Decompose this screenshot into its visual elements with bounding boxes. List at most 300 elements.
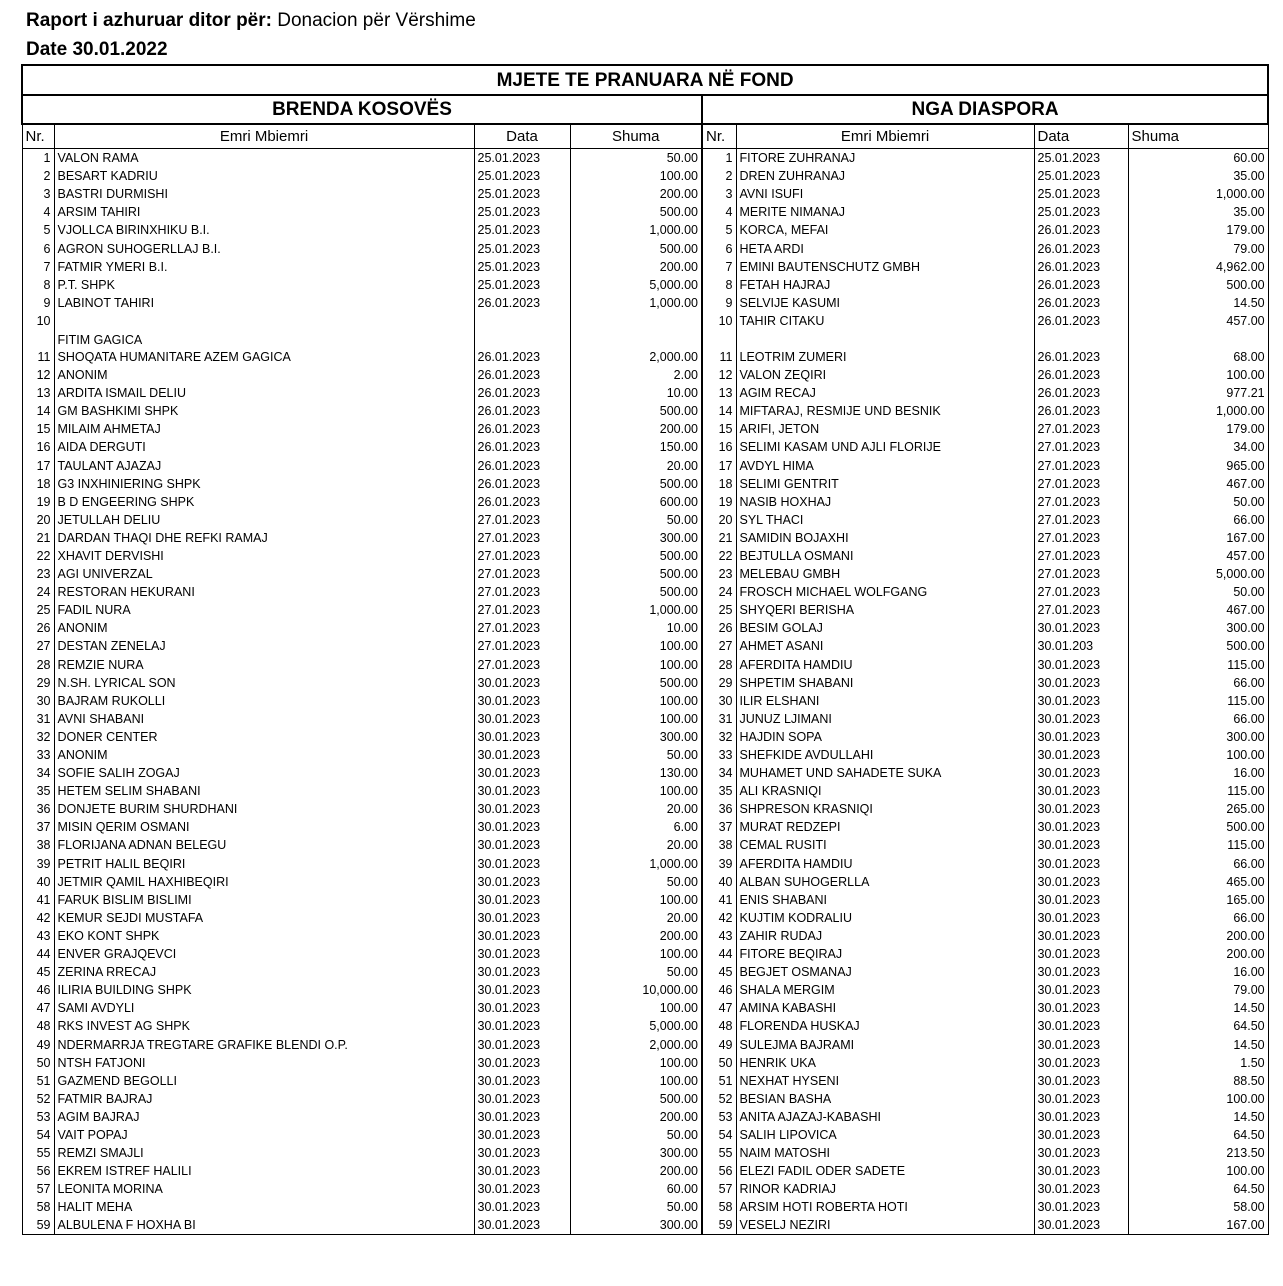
right-row-number: 15 xyxy=(702,420,736,438)
right-row-number: 17 xyxy=(702,456,736,474)
right-donation-date: 30.01.2023 xyxy=(1034,782,1128,800)
left-donor-name: ANONIM xyxy=(54,746,474,764)
left-donation-date: 30.01.2023 xyxy=(474,891,570,909)
left-donor-name: HALIT MEHA xyxy=(54,1198,474,1216)
left-donor-name: VJOLLCA BIRINXHIKU B.I. xyxy=(54,221,474,239)
table-row xyxy=(22,999,1268,1017)
right-donation-amount: 60.00 xyxy=(1128,149,1268,168)
left-donation-date: 30.01.2023 xyxy=(474,1017,570,1035)
left-donor-name: RESTORAN HEKURANI xyxy=(54,583,474,601)
right-donor-name: SELVIJE KASUMI xyxy=(736,294,1034,312)
left-donor-name: N.SH. LYRICAL SON xyxy=(54,674,474,692)
left-donation-date: 30.01.2023 xyxy=(474,999,570,1017)
left-row-number: 24 xyxy=(22,583,54,601)
left-donation-amount: 500.00 xyxy=(570,402,702,420)
left-donation-date: 26.01.2023 xyxy=(474,475,570,493)
left-donation-amount: 2,000.00 xyxy=(570,330,702,366)
right-donation-date: 30.01.2023 xyxy=(1034,909,1128,927)
left-row-number: 19 xyxy=(22,493,54,511)
left-row-number: 59 xyxy=(22,1216,54,1235)
left-donation-date: 25.01.2023 xyxy=(474,276,570,294)
left-donation-date: 26.01.2023 xyxy=(474,493,570,511)
right-row-number: 55 xyxy=(702,1144,736,1162)
left-row-number: 6 xyxy=(22,239,54,257)
right-donation-amount: 467.00 xyxy=(1128,601,1268,619)
right-row-number: 41 xyxy=(702,891,736,909)
right-donation-amount: 300.00 xyxy=(1128,619,1268,637)
right-row-number: 13 xyxy=(702,384,736,402)
left-donor-name: XHAVIT DERVISHI xyxy=(54,547,474,565)
left-donation-date: 30.01.2023 xyxy=(474,1090,570,1108)
left-donation-date: 27.01.2023 xyxy=(474,565,570,583)
right-donor-name: FITORE BEQIRAJ xyxy=(736,945,1034,963)
right-donation-amount: 1,000.00 xyxy=(1128,402,1268,420)
left-donor-name: AGI UNIVERZAL xyxy=(54,565,474,583)
left-donor-name: ARDITA ISMAIL DELIU xyxy=(54,384,474,402)
table-row xyxy=(22,710,1268,728)
right-donation-amount: 115.00 xyxy=(1128,692,1268,710)
right-donor-name: AGIM RECAJ xyxy=(736,384,1034,402)
right-donation-amount: 100.00 xyxy=(1128,1162,1268,1180)
left-donation-amount: 50.00 xyxy=(570,149,702,168)
right-donor-name: ARIFI, JETON xyxy=(736,420,1034,438)
right-donation-amount: 35.00 xyxy=(1128,203,1268,221)
report-label: Raport i azhuruar ditor për: xyxy=(26,10,272,31)
left-row-number: 50 xyxy=(22,1054,54,1072)
right-donation-date: 30.01.2023 xyxy=(1034,746,1128,764)
table-row xyxy=(22,475,1268,493)
left-row-number: 5 xyxy=(22,221,54,239)
right-donor-name: ENIS SHABANI xyxy=(736,891,1034,909)
right-row-number: 31 xyxy=(702,710,736,728)
right-row-number: 36 xyxy=(702,800,736,818)
right-row-number: 51 xyxy=(702,1072,736,1090)
right-row-number: 58 xyxy=(702,1198,736,1216)
left-row-number: 1 xyxy=(22,149,54,168)
right-row-number: 6 xyxy=(702,239,736,257)
left-row-number: 51 xyxy=(22,1072,54,1090)
left-row-number: 36 xyxy=(22,800,54,818)
left-donation-date: 30.01.2023 xyxy=(474,1126,570,1144)
left-row-number: 14 xyxy=(22,402,54,420)
right-row-number: 24 xyxy=(702,583,736,601)
left-donation-amount: 1,000.00 xyxy=(570,601,702,619)
right-donation-amount: 179.00 xyxy=(1128,221,1268,239)
right-donation-date: 30.01.2023 xyxy=(1034,1144,1128,1162)
left-donation-amount: 6.00 xyxy=(570,818,702,836)
table-row xyxy=(22,203,1268,221)
left-donation-date: 30.01.2023 xyxy=(474,728,570,746)
right-donor-name: ALI KRASNIQI xyxy=(736,782,1034,800)
right-donation-date: 30.01.2023 xyxy=(1034,764,1128,782)
right-donation-amount: 14.50 xyxy=(1128,1108,1268,1126)
section-nga-diaspora: NGA DIASPORA xyxy=(702,95,1268,124)
table-row xyxy=(22,963,1268,981)
left-donation-amount: 300.00 xyxy=(570,728,702,746)
report-subject: Donacion për Vërshime xyxy=(277,10,476,31)
right-donation-date: 27.01.2023 xyxy=(1034,529,1128,547)
left-row-number: 39 xyxy=(22,854,54,872)
left-donor-name: SAMI AVDYLI xyxy=(54,999,474,1017)
right-donation-date: 27.01.2023 xyxy=(1034,475,1128,493)
left-row-number: 49 xyxy=(22,1035,54,1053)
right-donation-amount: 965.00 xyxy=(1128,456,1268,474)
right-donor-name: FLORENDA HUSKAJ xyxy=(736,1017,1034,1035)
left-donation-amount xyxy=(570,312,702,330)
left-donation-amount: 200.00 xyxy=(570,258,702,276)
left-donor-name: KEMUR SEJDI MUSTAFA xyxy=(54,909,474,927)
right-row-number: 11 xyxy=(702,330,736,366)
right-row-number: 38 xyxy=(702,836,736,854)
left-row-number: 29 xyxy=(22,674,54,692)
left-donation-amount: 500.00 xyxy=(570,1090,702,1108)
table-row xyxy=(22,764,1268,782)
right-donation-date: 26.01.2023 xyxy=(1034,384,1128,402)
right-row-number: 3 xyxy=(702,185,736,203)
col-header-name: Emri Mbiemri xyxy=(54,124,474,149)
left-donor-name: FADIL NURA xyxy=(54,601,474,619)
left-donation-amount: 500.00 xyxy=(570,565,702,583)
left-row-number: 16 xyxy=(22,438,54,456)
right-donation-date: 30.01.2023 xyxy=(1034,1054,1128,1072)
right-donation-amount: 66.00 xyxy=(1128,854,1268,872)
left-row-number: 54 xyxy=(22,1126,54,1144)
left-row-number: 13 xyxy=(22,384,54,402)
right-donor-name: SULEJMA BAJRAMI xyxy=(736,1035,1034,1053)
right-donation-amount: 1.50 xyxy=(1128,1054,1268,1072)
left-donor-name: AVNI SHABANI xyxy=(54,710,474,728)
left-donation-amount: 50.00 xyxy=(570,873,702,891)
right-donation-date: 30.01.2023 xyxy=(1034,1072,1128,1090)
table-row xyxy=(22,258,1268,276)
left-donation-date: 26.01.2023 xyxy=(474,366,570,384)
left-donation-amount: 100.00 xyxy=(570,945,702,963)
left-donation-date: 25.01.2023 xyxy=(474,149,570,168)
left-donation-date: 26.01.2023 xyxy=(474,456,570,474)
right-donation-amount: 64.50 xyxy=(1128,1180,1268,1198)
left-donation-amount: 600.00 xyxy=(570,493,702,511)
right-donor-name: AFERDITA HAMDIU xyxy=(736,854,1034,872)
left-donation-amount: 1,000.00 xyxy=(570,221,702,239)
table-row xyxy=(22,1035,1268,1053)
right-row-number: 44 xyxy=(702,945,736,963)
right-donation-date: 30.01.2023 xyxy=(1034,710,1128,728)
right-donor-name: KUJTIM KODRALIU xyxy=(736,909,1034,927)
left-row-number: 27 xyxy=(22,637,54,655)
left-donation-date: 30.01.2023 xyxy=(474,1072,570,1090)
table-row xyxy=(22,420,1268,438)
left-donor-name: GAZMEND BEGOLLI xyxy=(54,1072,474,1090)
left-donor-name: ARSIM TAHIRI xyxy=(54,203,474,221)
left-row-number: 21 xyxy=(22,529,54,547)
left-row-number: 12 xyxy=(22,366,54,384)
table-row xyxy=(22,1126,1268,1144)
table-row xyxy=(22,1180,1268,1198)
left-donation-date: 30.01.2023 xyxy=(474,1144,570,1162)
right-row-number: 54 xyxy=(702,1126,736,1144)
left-donation-date: 30.01.2023 xyxy=(474,800,570,818)
right-donor-name: BESIAN BASHA xyxy=(736,1090,1034,1108)
left-row-number: 38 xyxy=(22,836,54,854)
left-donation-amount: 500.00 xyxy=(570,583,702,601)
left-donor-name: FATMIR BAJRAJ xyxy=(54,1090,474,1108)
right-donation-date: 30.01.2023 xyxy=(1034,1198,1128,1216)
right-donation-date: 30.01.2023 xyxy=(1034,655,1128,673)
col-header-nr: Nr. xyxy=(702,124,736,149)
table-row xyxy=(22,746,1268,764)
table-row xyxy=(22,619,1268,637)
left-donation-date: 27.01.2023 xyxy=(474,601,570,619)
right-donation-amount: 35.00 xyxy=(1128,167,1268,185)
left-row-number: 3 xyxy=(22,185,54,203)
left-row-number: 32 xyxy=(22,728,54,746)
left-donation-date: 25.01.2023 xyxy=(474,221,570,239)
right-row-number: 45 xyxy=(702,963,736,981)
left-donation-amount: 50.00 xyxy=(570,511,702,529)
right-donation-amount: 465.00 xyxy=(1128,873,1268,891)
table-row xyxy=(22,854,1268,872)
right-donor-name: AFERDITA HAMDIU xyxy=(736,655,1034,673)
right-donor-name: SAMIDIN BOJAXHI xyxy=(736,529,1034,547)
report-date: Date 30.01.2022 xyxy=(26,39,168,60)
left-donor-name: NTSH FATJONI xyxy=(54,1054,474,1072)
right-donation-amount: 115.00 xyxy=(1128,836,1268,854)
right-donation-date: 30.01.2023 xyxy=(1034,1035,1128,1053)
right-row-number: 14 xyxy=(702,402,736,420)
left-donor-name: REMZIE NURA xyxy=(54,655,474,673)
left-donation-amount: 500.00 xyxy=(570,239,702,257)
right-donor-name: HAJDIN SOPA xyxy=(736,728,1034,746)
left-donor-name: ZERINA RRECAJ xyxy=(54,963,474,981)
table-row xyxy=(22,655,1268,673)
right-donor-name: FROSCH MICHAEL WOLFGANG xyxy=(736,583,1034,601)
right-row-number: 20 xyxy=(702,511,736,529)
table-row xyxy=(22,384,1268,402)
left-donation-amount: 200.00 xyxy=(570,927,702,945)
left-row-number: 47 xyxy=(22,999,54,1017)
left-row-number: 42 xyxy=(22,909,54,927)
table-title: MJETE TE PRANUARA NË FOND xyxy=(22,65,1268,95)
left-donation-date: 30.01.2023 xyxy=(474,836,570,854)
table-row xyxy=(22,511,1268,529)
right-donor-name: VALON ZEQIRI xyxy=(736,366,1034,384)
right-row-number: 12 xyxy=(702,366,736,384)
left-donor-name: HETEM SELIM SHABANI xyxy=(54,782,474,800)
left-row-number: 25 xyxy=(22,601,54,619)
left-donation-amount: 100.00 xyxy=(570,692,702,710)
left-donation-date xyxy=(474,312,570,330)
table-row xyxy=(22,873,1268,891)
right-row-number: 35 xyxy=(702,782,736,800)
left-row-number: 43 xyxy=(22,927,54,945)
right-donor-name: SHPETIM SHABANI xyxy=(736,674,1034,692)
right-donor-name: MELEBAU GMBH xyxy=(736,565,1034,583)
right-donation-amount: 68.00 xyxy=(1128,330,1268,366)
left-donation-date: 30.01.2023 xyxy=(474,782,570,800)
right-donation-amount: 58.00 xyxy=(1128,1198,1268,1216)
left-donation-amount: 300.00 xyxy=(570,529,702,547)
right-donation-amount: 79.00 xyxy=(1128,981,1268,999)
left-donation-amount: 50.00 xyxy=(570,963,702,981)
table-row xyxy=(22,891,1268,909)
right-donation-date: 30.01.2023 xyxy=(1034,891,1128,909)
right-donor-name: MURAT REDZEPI xyxy=(736,818,1034,836)
table-row xyxy=(22,909,1268,927)
right-row-number: 9 xyxy=(702,294,736,312)
right-donor-name: ALBAN SUHOGERLLA xyxy=(736,873,1034,891)
left-donation-amount: 1,000.00 xyxy=(570,854,702,872)
table-row xyxy=(22,402,1268,420)
right-donor-name: HETA ARDI xyxy=(736,239,1034,257)
donations-table xyxy=(21,64,1269,1235)
right-donation-amount: 500.00 xyxy=(1128,818,1268,836)
left-donation-date: 25.01.2023 xyxy=(474,258,570,276)
right-row-number: 18 xyxy=(702,475,736,493)
left-row-number: 52 xyxy=(22,1090,54,1108)
right-donation-amount: 265.00 xyxy=(1128,800,1268,818)
right-donation-amount: 500.00 xyxy=(1128,276,1268,294)
table-row xyxy=(22,692,1268,710)
right-donation-date: 26.01.2023 xyxy=(1034,258,1128,276)
left-donation-date: 27.01.2023 xyxy=(474,655,570,673)
left-donation-amount: 100.00 xyxy=(570,782,702,800)
right-donation-date: 26.01.2023 xyxy=(1034,366,1128,384)
left-donation-date: 27.01.2023 xyxy=(474,529,570,547)
left-row-number: 28 xyxy=(22,655,54,673)
left-row-number: 4 xyxy=(22,203,54,221)
right-donor-name: FETAH HAJRAJ xyxy=(736,276,1034,294)
right-donation-amount: 100.00 xyxy=(1128,746,1268,764)
left-row-number: 40 xyxy=(22,873,54,891)
left-row-number: 56 xyxy=(22,1162,54,1180)
left-donation-date: 30.01.2023 xyxy=(474,963,570,981)
right-donation-date: 30.01.2023 xyxy=(1034,999,1128,1017)
right-row-number: 37 xyxy=(702,818,736,836)
right-donor-name: AMINA KABASHI xyxy=(736,999,1034,1017)
left-donation-date: 25.01.2023 xyxy=(474,185,570,203)
left-donation-amount: 100.00 xyxy=(570,999,702,1017)
right-row-number: 52 xyxy=(702,1090,736,1108)
right-row-number: 29 xyxy=(702,674,736,692)
right-donor-name: ILIR ELSHANI xyxy=(736,692,1034,710)
col-header-date: Data xyxy=(474,124,570,149)
left-donation-amount: 20.00 xyxy=(570,800,702,818)
left-donor-name: LABINOT TAHIRI xyxy=(54,294,474,312)
right-row-number: 43 xyxy=(702,927,736,945)
left-donation-amount: 50.00 xyxy=(570,1126,702,1144)
table-row xyxy=(22,221,1268,239)
table-row xyxy=(22,1162,1268,1180)
right-donation-amount: 100.00 xyxy=(1128,1090,1268,1108)
left-donation-amount: 100.00 xyxy=(570,891,702,909)
left-donor-name: SOFIE SALIH ZOGAJ xyxy=(54,764,474,782)
left-donation-date: 25.01.2023 xyxy=(474,239,570,257)
right-row-number: 7 xyxy=(702,258,736,276)
right-donation-amount: 66.00 xyxy=(1128,909,1268,927)
right-donation-date: 26.01.2023 xyxy=(1034,402,1128,420)
right-donation-date: 30.01.2023 xyxy=(1034,1162,1128,1180)
right-donation-date: 26.01.2023 xyxy=(1034,276,1128,294)
left-row-number: 35 xyxy=(22,782,54,800)
left-donor-name: ANONIM xyxy=(54,366,474,384)
right-donation-amount: 66.00 xyxy=(1128,710,1268,728)
left-donor-name: EKREM ISTREF HALILI xyxy=(54,1162,474,1180)
right-donation-amount: 500.00 xyxy=(1128,637,1268,655)
left-donation-date: 30.01.2023 xyxy=(474,927,570,945)
left-donation-amount: 100.00 xyxy=(570,710,702,728)
left-donation-date: 26.01.2023 xyxy=(474,384,570,402)
right-donation-date: 27.01.2023 xyxy=(1034,601,1128,619)
left-row-number: 8 xyxy=(22,276,54,294)
right-row-number: 39 xyxy=(702,854,736,872)
left-donation-date: 30.01.2023 xyxy=(474,1198,570,1216)
table-row xyxy=(22,330,1268,366)
left-donation-date: 30.01.2023 xyxy=(474,764,570,782)
left-donor-name xyxy=(54,330,474,366)
left-donor-name: G3 INXHINIERING SHPK xyxy=(54,475,474,493)
table-row xyxy=(22,312,1268,330)
left-row-number: 44 xyxy=(22,945,54,963)
right-donation-amount: 50.00 xyxy=(1128,583,1268,601)
left-donation-amount: 1,000.00 xyxy=(570,294,702,312)
left-donation-date: 30.01.2023 xyxy=(474,674,570,692)
table-row xyxy=(22,456,1268,474)
right-donation-amount: 167.00 xyxy=(1128,1216,1268,1235)
left-row-number: 53 xyxy=(22,1108,54,1126)
right-donation-date: 30.01.2023 xyxy=(1034,873,1128,891)
right-donation-amount: 4,962.00 xyxy=(1128,258,1268,276)
table-row xyxy=(22,818,1268,836)
right-row-number: 49 xyxy=(702,1035,736,1053)
right-donation-date: 30.01.2023 xyxy=(1034,963,1128,981)
left-donation-amount: 100.00 xyxy=(570,637,702,655)
left-donor-name: ENVER GRAJQEVCI xyxy=(54,945,474,963)
table-row xyxy=(22,674,1268,692)
right-row-number: 5 xyxy=(702,221,736,239)
left-donation-date: 30.01.2023 xyxy=(474,981,570,999)
table-row xyxy=(22,981,1268,999)
left-donor-name: DONJETE BURIM SHURDHANI xyxy=(54,800,474,818)
col-header-amount: Shuma xyxy=(570,124,702,149)
right-donation-date: 25.01.2023 xyxy=(1034,149,1128,168)
right-donor-name: ANITA AJAZAJ-KABASHI xyxy=(736,1108,1034,1126)
right-donor-name: NAIM MATOSHI xyxy=(736,1144,1034,1162)
left-donation-date: 25.01.2023 xyxy=(474,167,570,185)
left-donation-amount: 60.00 xyxy=(570,1180,702,1198)
left-row-number: 45 xyxy=(22,963,54,981)
right-donation-date: 25.01.2023 xyxy=(1034,203,1128,221)
right-donation-amount: 88.50 xyxy=(1128,1072,1268,1090)
right-donor-name: SHALA MERGIM xyxy=(736,981,1034,999)
right-donation-date: 30.01.2023 xyxy=(1034,854,1128,872)
left-row-number: 15 xyxy=(22,420,54,438)
left-row-number: 55 xyxy=(22,1144,54,1162)
right-donor-name: ARSIM HOTI ROBERTA HOTI xyxy=(736,1198,1034,1216)
right-row-number: 2 xyxy=(702,167,736,185)
right-donation-amount: 66.00 xyxy=(1128,511,1268,529)
right-row-number: 27 xyxy=(702,637,736,655)
right-donor-name: RINOR KADRIAJ xyxy=(736,1180,1034,1198)
left-row-number: 22 xyxy=(22,547,54,565)
table-row xyxy=(22,529,1268,547)
left-donation-date: 26.01.2023 xyxy=(474,294,570,312)
table-row xyxy=(22,149,1268,168)
right-row-number: 33 xyxy=(702,746,736,764)
left-donor-name: GM BASHKIMI SHPK xyxy=(54,402,474,420)
left-donation-date: 30.01.2023 xyxy=(474,1162,570,1180)
right-row-number: 50 xyxy=(702,1054,736,1072)
left-donation-amount: 500.00 xyxy=(570,203,702,221)
